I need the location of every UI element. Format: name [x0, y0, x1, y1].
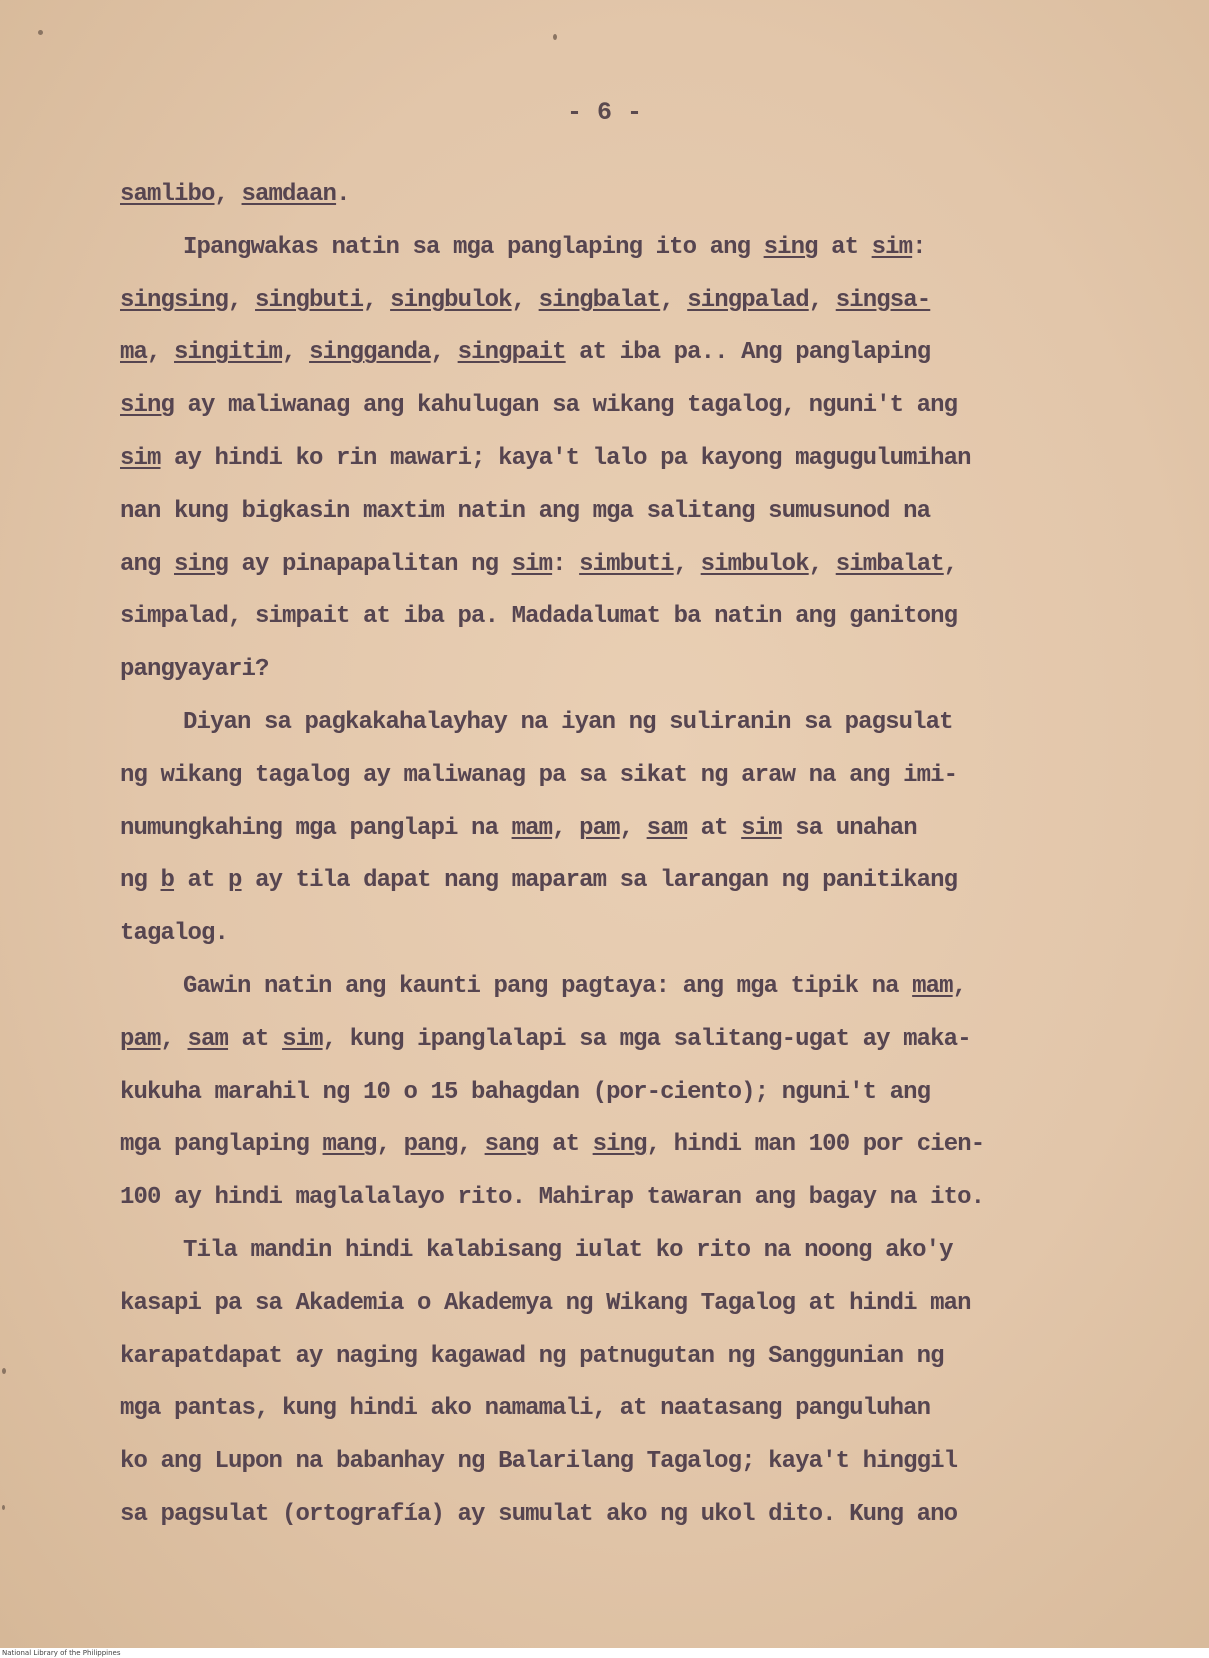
text-segment: at	[687, 814, 742, 842]
text-segment: Ipangwakas natin sa mga panglaping ito ang	[183, 233, 764, 261]
underlined-word: singganda	[309, 339, 431, 367]
underlined-word: simbulok	[700, 550, 809, 578]
text-line	[120, 861, 957, 901]
text-segment: ,	[808, 550, 836, 578]
underlined-word: singpait	[457, 339, 566, 367]
text-segment: Gawin natin ang kaunti pang pagtaya: ang mga tipik na	[183, 973, 913, 1000]
text-line	[183, 703, 953, 743]
underlined-word: p	[228, 867, 242, 895]
text-segment: ,	[660, 286, 688, 314]
text-segment: at	[174, 867, 229, 895]
text-line	[120, 914, 228, 954]
footer-credit: National Library of the Philippines	[2, 1649, 121, 1657]
text-segment: , hindi man 100 por cien-	[646, 1131, 985, 1159]
text-line	[120, 756, 957, 796]
underlined-word: sim	[871, 233, 913, 261]
underlined-word: b	[160, 867, 175, 895]
underlined-word: mam	[511, 814, 553, 842]
underlined-word: singsing	[120, 286, 229, 314]
text-segment: ng wikang tagalog ay maliwanag pa sa sikat ng araw na ang imi-	[120, 761, 958, 789]
underlined-word: pam	[120, 1025, 161, 1053]
text-line	[120, 386, 957, 426]
text-line	[120, 439, 971, 479]
underlined-word: sing	[763, 233, 818, 261]
text-segment: sa pagsulat (ortografía) ay sumulat ako ng ukol dito. Kung ano	[120, 1501, 958, 1528]
text-line	[120, 1495, 957, 1535]
text-line	[120, 809, 917, 849]
text-segment: :	[912, 233, 926, 261]
text-segment: at	[538, 1131, 593, 1159]
text-segment: at iba pa.. Ang panglaping	[565, 339, 931, 367]
text-line	[120, 1125, 984, 1165]
underlined-word: singitim	[174, 339, 283, 367]
text-segment: ,	[282, 339, 310, 367]
underlined-word: mam	[912, 973, 953, 1000]
page-number: - 6 -	[566, 98, 642, 127]
text-segment: numungkahing mga panglapi na	[120, 814, 512, 842]
text-line	[183, 1231, 953, 1271]
text-segment: ,	[430, 339, 458, 367]
text-segment: ,	[363, 286, 391, 314]
text-segment: mga pantas, kung hindi ako namamali, at naatasang panguluhan	[120, 1395, 931, 1423]
underlined-word: mang	[322, 1131, 377, 1159]
text-line	[120, 281, 930, 321]
text-line	[120, 1073, 930, 1113]
underlined-word: sing	[174, 550, 229, 578]
text-segment: sa unahan	[781, 814, 917, 842]
text-segment: Diyan sa pagkakahalayhay na iyan ng suliranin sa pagsulat	[183, 709, 953, 736]
text-segment: kukuha marahil ng 10 o 15 bahagdan (por-ciento); nguni't ang	[120, 1078, 931, 1106]
text-segment: mga panglaping	[120, 1131, 323, 1159]
text-segment: karapatdapat ay naging kagawad ng patnugutan ng Sanggunian ng	[120, 1342, 944, 1370]
underlined-word: pang	[403, 1131, 458, 1159]
paper-speck	[553, 34, 557, 40]
text-segment: ko ang Lupon na babanhay ng Balarilang Tagalog; kaya't hinggil	[120, 1448, 958, 1476]
text-segment: at	[817, 233, 872, 261]
footer-strip	[0, 1648, 1209, 1658]
text-line	[120, 650, 269, 690]
paper-speck	[2, 1368, 6, 1374]
text-segment: ay maliwanag ang kahulugan sa wikang tagalog, nguni't ang	[174, 392, 958, 420]
underlined-word: singbuti	[255, 286, 364, 314]
underlined-word: singpalad	[687, 286, 809, 314]
underlined-word: sim	[741, 814, 782, 842]
text-line	[120, 492, 930, 532]
text-line	[183, 228, 926, 268]
text-segment: nan kung bigkasin maxtim natin ang mga salitang sumusunod na	[120, 497, 931, 525]
text-segment: simpalad, simpait at iba pa. Madadalumat ba natin ang ganitong	[120, 603, 958, 631]
text-segment: ,	[673, 550, 701, 578]
text-segment: ,	[952, 973, 967, 1000]
underlined-word: pam	[579, 814, 620, 842]
text-segment: ,	[160, 1025, 188, 1053]
underlined-word: simbalat	[835, 550, 944, 578]
text-segment: ay tila dapat nang maparam sa larangan ng panitikang	[241, 867, 958, 895]
text-segment: kasapi pa sa Akademia o Akademya ng Wikang Tagalog at hindi man	[120, 1289, 971, 1317]
text-line	[120, 1020, 971, 1060]
text-line	[120, 333, 930, 373]
text-line	[120, 1389, 930, 1429]
text-segment: , kung ipanglalapi sa mga salitang-ugat ay maka-	[322, 1025, 971, 1053]
text-segment: 100 ay hindi maglalalayo rito. Mahirap tawaran ang bagay na ito.	[120, 1184, 985, 1212]
paper-speck	[2, 1505, 5, 1510]
text-segment: .	[336, 181, 350, 208]
underlined-word: singbalat	[538, 286, 661, 314]
text-segment: at	[228, 1025, 283, 1053]
underlined-word: simbuti	[579, 550, 674, 578]
text-segment: ay pinapapalitan ng	[228, 550, 512, 578]
text-segment: pangyayari?	[120, 656, 269, 684]
text-line	[120, 1178, 984, 1218]
underlined-word: ma	[120, 339, 148, 367]
text-segment: ang	[120, 550, 175, 578]
text-segment: ,	[552, 814, 580, 842]
text-segment: ,	[376, 1131, 404, 1159]
underlined-word: sam	[187, 1025, 229, 1053]
text-line	[183, 967, 966, 1007]
text-segment: Tila mandin hindi kalabisang iulat ko rito na noong ako'y	[183, 1237, 953, 1264]
text-line	[120, 1284, 971, 1324]
underlined-word: sim	[120, 445, 161, 472]
text-line	[120, 1337, 944, 1377]
text-segment: ,	[214, 181, 242, 208]
text-segment: :	[552, 550, 580, 578]
underlined-word: singsa-	[835, 286, 931, 314]
underlined-word: sing	[592, 1131, 647, 1159]
text-line	[120, 175, 350, 215]
underlined-word: singbulok	[390, 286, 512, 314]
text-segment: ng	[120, 867, 161, 895]
text-segment: ,	[228, 286, 256, 314]
text-segment: ,	[619, 814, 647, 842]
text-segment: ,	[511, 286, 539, 314]
underlined-word: sang	[484, 1131, 539, 1159]
underlined-word: samdaan	[241, 181, 337, 208]
text-line	[120, 597, 957, 637]
text-segment: tagalog.	[120, 920, 229, 948]
text-segment: ,	[457, 1131, 485, 1159]
underlined-word: samlibo	[120, 181, 215, 208]
text-line	[120, 545, 957, 585]
text-segment: ,	[147, 339, 175, 367]
underlined-word: sam	[646, 814, 688, 842]
text-line	[120, 1442, 957, 1482]
text-segment: ay hindi ko rin mawari; kaya't lalo pa kayong magugulumihan	[160, 445, 971, 472]
underlined-word: sim	[282, 1025, 323, 1053]
paper-speck	[38, 30, 43, 35]
underlined-word: sing	[120, 392, 175, 420]
underlined-word: sim	[511, 550, 553, 578]
text-segment: ,	[943, 550, 958, 578]
text-segment: ,	[808, 286, 836, 314]
